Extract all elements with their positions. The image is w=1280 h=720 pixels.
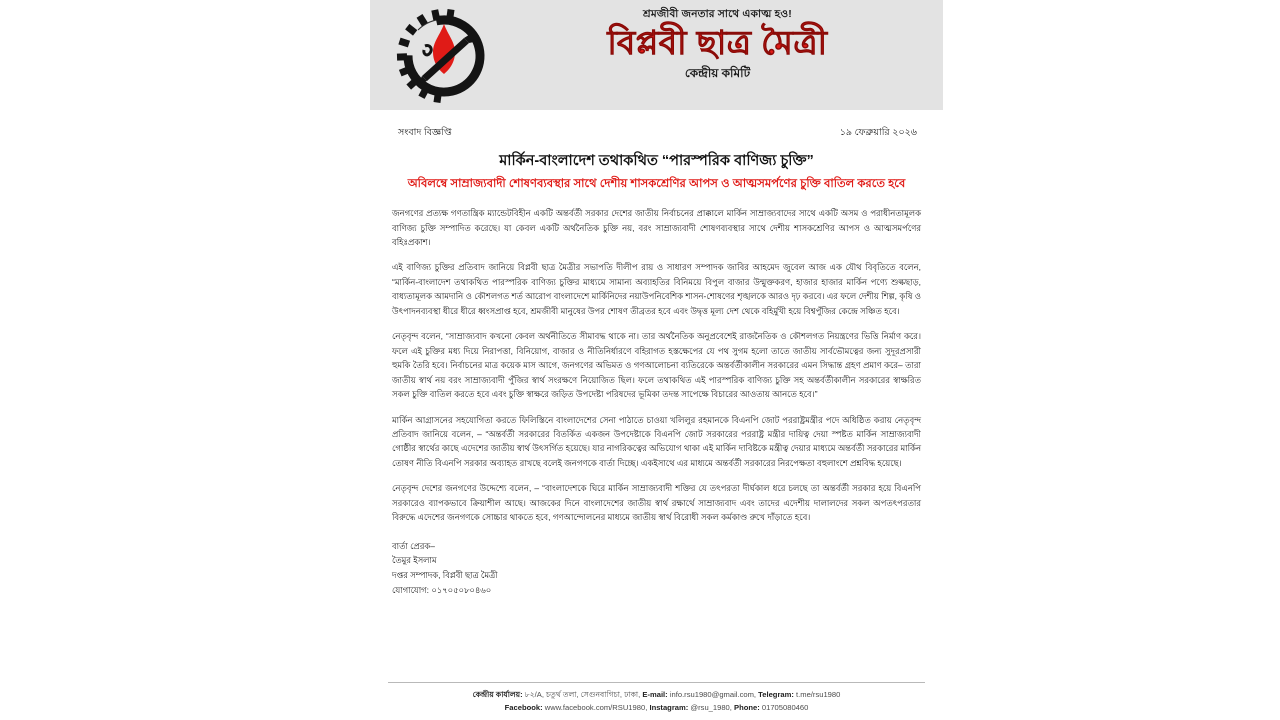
organization-name: বিপ্লবী ছাত্র মৈত্রী	[607, 23, 828, 61]
footer-divider	[388, 682, 925, 683]
telegram-value[interactable]: t.me/rsu1980	[796, 690, 841, 700]
gear-flame-pen-emblem-icon	[392, 4, 496, 106]
facebook-value[interactable]: www.facebook.com/RSU1980,	[544, 702, 648, 712]
press-release-document	[370, 0, 943, 720]
sender-name: তৈমুর ইসলাম	[392, 555, 437, 566]
office-label: কেন্দ্রীয় কার্যালয়:	[472, 690, 523, 700]
document-meta-row	[388, 126, 925, 142]
sender-contact: যোগাযোগ: ০১৭০৫০৮০৪৬০	[392, 584, 492, 595]
phone-label: Phone:	[734, 702, 760, 712]
document-subtitle: অবিলম্বে সাম্রাজ্যবাদী শোষণব্যবস্থার সাথে দেশীয় শাসকশ্রেণির আপস ও আত্মসমর্পণের চুক্তি বাতিল করতে হবে	[407, 177, 906, 190]
sender-designation: দপ্তর সম্পাদক, বিপ্লবী ছাত্র মৈত্রী	[392, 570, 498, 581]
document-title: মার্কিন-বাংলাদেশ তথাকথিত “পারস্পরিক বাণিজ্য চুক্তি”	[499, 153, 814, 169]
organization-logo	[392, 4, 496, 106]
phone-value: 01705080460	[761, 702, 809, 712]
email-label: E-mail:	[642, 690, 668, 700]
body-paragraph: নেতৃবৃন্দ বলেন, “সাম্রাজ্যবাদ কখনো কেবল অর্থনীতিতে সীমাবদ্ধ থাকে না। তার অর্থনৈতিক অনুপ্রবেশেই রাজনৈতিক ও কৌশলগত নিয়ন্ত্রণের ভিত্তি নির্মাণ করে। ফলে এই চুক্তির মধ্য দিয়ে নিরাপত্তা, বিনিয়োগ, বাজার ও নীতিনির্ধারণে বহিরাগত হস্তক্ষেপের যে পথ সুগম হলো তাতে জাতীয় সার্বভৌমত্বের জন্য সুদূরপ্রসারী হুমকি তৈরি হবে। নির্বাচনের মাত্র কয়েক মাস আগে, জনগণের অভিমত ও গণআলোচনা ব্যতিরেকে অন্তর্বর্তীকালীন সরকারের এমন সিদ্ধান্ত গ্রহণ প্রমাণ করে– তারা জাতীয় স্বার্থ নয় বরং সাম্রাজ্যবাদী পুঁজির স্বার্থ সংরক্ষণে নিয়োজিত ছিল। ফলে তথাকথিত এই পারস্পরিক বাণিজ্য চুক্তি সহ অন্তর্বর্তীকালীন সরকারের স্বাক্ষরিত সকল চুক্তি বাতিল করতে হবে এবং চুক্তি স্বাক্ষরে জড়িত উপদেষ্টা পরিষদের ভূমিকা তদন্ত সাপেক্ষে বিচারের আওতায় আনতে হবে।”	[392, 331, 921, 400]
instagram-label: Instagram:	[649, 702, 689, 712]
header-slogan: শ্রমজীবী জনতার সাথে একাত্ম হও!	[643, 8, 792, 20]
email-value[interactable]: info.rsu1980@gmail.com,	[669, 690, 757, 700]
body-paragraph: এই বাণিজ্য চুক্তির প্রতিবাদ জানিয়ে বিপ্লবী ছাত্র মৈত্রীর সভাপতি দীলীপ রায় ও সাধারণ সম্পাদক জাবির আহমেদ জুবেল আজ এক যৌথ বিবৃতিতে বলেন, “মার্কিন-বাংলাদেশ তথাকথিত পারস্পরিক বাণিজ্য চুক্তির মাধ্যমে সামান্য অব্যাহতির বিনিময়ে বিপুল বাজার উন্মুক্তকরণ, হাজার হাজার মার্কিন পণ্যে শুল্কছাড়, বাধ্যতামূলক আমদানি ও কৌশলগত শর্ত আরোপ বাংলাদেশে মার্কিনিদের নয়াউপনিবেশিক শাসন-শোষণের শৃঙ্খলকে আরও দৃঢ় করবে। এর ফলে দেশীয় শিল্প, কৃষি ও উৎপাদনব্যবস্থা ধীরে ধীরে ধ্বংসপ্রাপ্ত হবে, শ্রমজীবী মানুষের উপর শোষণ তীব্রতর হবে এবং উদ্বৃত্ত মূল্য দেশ থেকে বহির্মুখী হয়ে বিশ্বপুঁজির কেন্দ্রে সঞ্চিত হবে।	[392, 262, 921, 316]
document-footer	[388, 682, 925, 714]
signature-block	[392, 539, 921, 598]
document-body	[392, 206, 921, 525]
masthead	[520, 8, 915, 80]
body-paragraph: জনগণের প্রত্যক্ষ গণতান্ত্রিক ম্যান্ডেটবিহীন একটি অন্তর্বর্তী সরকার দেশের জাতীয় নির্বাচনের প্রাক্কালে মার্কিন সাম্রাজ্যবাদের সাথে একটি অসম ও পরাধীনতামূলক বাণিজ্য চুক্তি সম্পাদিত করেছে। যা কেবল একটি অর্থনৈতিক চুক্তি নয়, বরং সাম্রাজ্যবাদী শোষণব্যবস্থার সাথে দেশীয় শাসকশ্রেণির আপস ও আত্মসমর্পণের বহিঃপ্রকাশ।	[392, 208, 921, 247]
organization-subtitle: কেন্দ্রীয় কমিটি	[684, 65, 751, 80]
office-address: ৮২/A, চতুর্থ তলা, সেগুনবাগিচা, ঢাকা,	[524, 690, 641, 700]
body-paragraph: নেতৃবৃন্দ দেশের জনগণের উদ্দেশ্যে বলেন, – “বাংলাদেশকে ঘিরে মার্কিন সাম্রাজ্যবাদী শক্তির যে তৎপরতা দীর্ঘকাল ধরে চলছে তা অন্তর্বর্তী সরকার হয়ে বিএনপি সরকারেও ব্যাপকভাবে ক্রিয়াশীল আছে। আজকের দিনে বাংলাদেশের জাতীয় স্বার্থ রক্ষার্থে সাম্রাজ্যবাদ এবং তাদের এদেশীয় দালালদের সকল অপতৎপরতার বিরুদ্ধে এদেশের জনগণকে সোচ্চার থাকতে হবে, গণআন্দোলনের মাধ্যমে জাতীয় স্বার্থ বিরোধী সকল কর্মকাণ্ড রুখে দাঁড়াতে হবে।	[392, 483, 921, 523]
letterhead-banner	[370, 0, 943, 110]
footer-line-2	[388, 702, 925, 714]
telegram-label: Telegram:	[758, 690, 794, 700]
document-date: ১৯ ফেব্রুয়ারি ২০২৬	[839, 127, 917, 138]
body-paragraph: মার্কিন আগ্রাসনের সহযোগিতা করতে ফিলিস্তিনে বাংলাদেশের সেনা পাঠাতে চাওয়া খলিলুর রহমানকে বিএনপি জোট পররাষ্ট্রমন্ত্রীর পদে অধিষ্ঠিত করায় নেতৃবৃন্দ প্রতিবাদ জানিয়ে বলেন, – “অন্তর্বর্তী সরকারের বিতর্কিত একজন উপদেষ্টাকে বিএনপি জোট সরকারের পররাষ্ট্র মন্ত্রীর দায়িত্ব দেয়া স্পষ্টত মার্কিন সাম্রাজ্যবাদী গোষ্ঠীর স্বার্থের কাছে এদেশের জাতীয় স্বার্থ উৎসর্গিত হয়েছে। যার নাগরিকত্বের অভিযোগ থাকা এই মার্কিন দাবিষ্টকে মন্ত্রীত্ব দেয়ার মাধ্যমে অন্তর্বর্তী সরকারের মার্কিন তোষণ নীতি বিএনপি সরকার অব্যাহত রাখছে বলেই জনগণকে বার্তা দিচ্ছে। একইসাথে এর মাধ্যমে অন্তর্বর্তী সরকারের নিরপেক্ষতা বহুলাংশে প্রশ্নবিদ্ধ হয়েছে।	[392, 414, 921, 468]
footer-line-1	[388, 689, 925, 701]
facebook-label: Facebook:	[504, 702, 543, 712]
instagram-value[interactable]: @rsu_1980,	[690, 702, 732, 712]
press-release-label: সংবাদ বিজ্ঞপ্তি	[398, 127, 452, 138]
sender-label: বার্তা প্রেরক–	[392, 540, 435, 551]
